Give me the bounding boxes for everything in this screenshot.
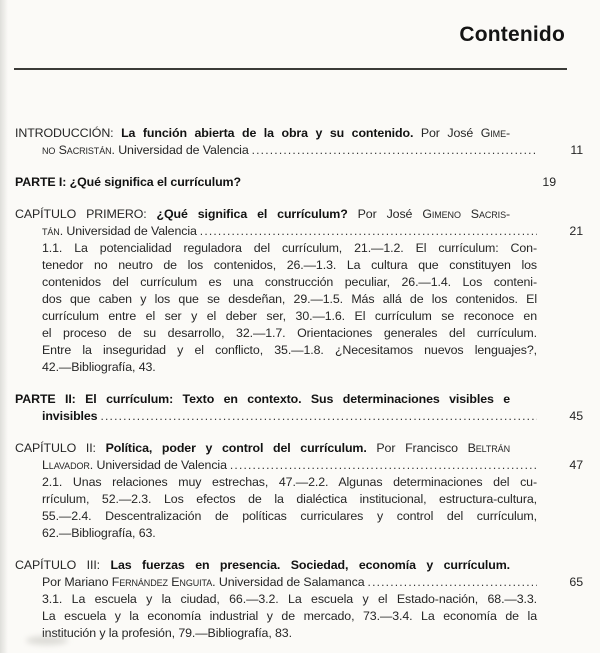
toc-line	[15, 359, 583, 376]
toc-line-text: La escuela y la economía industrial y de mercado, 73.—3.4. La economía de la	[42, 609, 537, 623]
dot-leader	[368, 574, 537, 591]
toc-line-text: PARTE II: El currículum: Texto en contexto. Sus determinaciones visibles e	[15, 392, 510, 406]
toc-line-text: Llavador. Universidad de Valencia	[42, 458, 227, 472]
toc-line	[15, 240, 583, 257]
toc-line-text: PARTE I: ¿Qué significa el currículum?	[15, 175, 241, 189]
toc-entry-capitulo-iii	[0, 557, 600, 642]
toc-line	[15, 223, 583, 240]
page-number: 11	[570, 143, 583, 157]
toc-line	[15, 625, 583, 642]
page-number: 47	[569, 458, 583, 472]
toc-entry-capitulo-primero	[0, 206, 600, 376]
dot-leader	[230, 457, 537, 474]
toc-line	[15, 574, 583, 591]
toc-entry-introduccion	[0, 125, 600, 159]
toc-line-text: Por Mariano Fernández Enguita. Universidad de Salamanca	[42, 575, 365, 589]
toc-line	[15, 257, 583, 274]
toc-entry-parte-i	[0, 174, 600, 191]
toc-line	[15, 125, 556, 142]
toc-line-text: 3.1. La escuela y la ciudad, 66.—3.2. La escuela y el Estado-nación, 68.—3.3.	[42, 592, 537, 606]
toc-line-text: invisibles	[42, 409, 98, 423]
toc-line	[15, 408, 583, 425]
toc-line-text: Entre la inseguridad y el conflicto, 35.—1.8. ¿Necesitamos nuevos lenguajes?,	[42, 343, 537, 357]
toc-line	[15, 274, 583, 291]
toc-line	[15, 525, 583, 542]
toc-line	[15, 142, 583, 159]
toc-line	[15, 608, 583, 625]
toc-line	[15, 440, 556, 457]
toc-line-text: no Sacristán. Universidad de Valencia	[42, 143, 249, 157]
toc-line-text: 1.1. La potencialidad reguladora del currículum, 21.—1.2. El currículum: Con-	[42, 241, 537, 255]
toc-line	[15, 325, 583, 342]
toc-entry-capitulo-ii	[0, 440, 600, 542]
scan-smudge	[26, 636, 68, 645]
toc-line-text: currículum entre el ser y el deber ser, 30.—1.6. El currículum se reconoce en	[42, 309, 537, 323]
toc-line-text: el proceso de su desarrollo, 32.—1.7. Orientaciones generales del currículum.	[42, 326, 537, 340]
toc-line-text: contenidos del currículum es una construcción peculiar, 26.—1.4. Los conteni-	[42, 275, 537, 289]
toc-line-text: CAPÍTULO II: Política, poder y control del currículum. Por Francisco Beltrán	[15, 441, 510, 455]
toc-line-text: institución y la profesión, 79.—Bibliografía, 83.	[42, 626, 292, 640]
toc-line-text: rrículum, 52.—2.3. Los efectos de la dialéctica institucional, estructura-cultura,	[42, 492, 537, 506]
toc-entry-parte-ii	[0, 391, 600, 425]
toc-line-text: tenedor no neutro de los contenidos, 26.—1.3. La cultura que constituyen los	[42, 258, 537, 272]
toc-line	[15, 457, 583, 474]
toc-line-text: 55.—2.4. Descentralización de políticas curriculares y control del currículum,	[42, 509, 537, 523]
toc-line	[15, 308, 583, 325]
toc	[0, 125, 600, 642]
toc-line	[15, 591, 583, 608]
toc-line	[15, 174, 556, 191]
toc-line	[15, 342, 583, 359]
page-number: 21	[569, 224, 583, 238]
page-number: 65	[569, 575, 583, 589]
toc-line	[15, 491, 583, 508]
page-number: 45	[569, 409, 583, 423]
toc-line-text: CAPÍTULO III: Las fuerzas en presencia. Sociedad, economía y currículum.	[15, 558, 510, 572]
toc-line-text: 62.—Bibliografía, 63.	[42, 526, 156, 540]
page-number: 19	[542, 175, 556, 189]
dot-leader	[100, 408, 537, 425]
toc-line-text: 2.1. Unas relaciones muy estrechas, 47.—2.2. Algunas determinaciones del cu-	[42, 475, 537, 489]
dot-leader	[252, 142, 537, 159]
toc-line-text: 42.—Bibliografía, 43.	[42, 360, 156, 374]
toc-line	[15, 508, 583, 525]
toc-line	[15, 206, 556, 223]
toc-line	[15, 391, 556, 408]
title-rule	[14, 68, 567, 70]
toc-line-text: CAPÍTULO PRIMERO: ¿Qué significa el currículum? Por José Gimeno Sacris-	[15, 207, 511, 221]
toc-line	[15, 557, 556, 574]
toc-line	[15, 291, 583, 308]
toc-line-text: dos que caben y los que se desdeñan, 29.—1.5. Más allá de los contenidos. El	[42, 292, 537, 306]
page-title: Contenido	[459, 23, 565, 46]
toc-line-text: INTRODUCCIÓN: La función abierta de la obra y su contenido. Por José Gime-	[15, 126, 510, 140]
toc-line	[15, 474, 583, 491]
dot-leader	[200, 223, 537, 240]
toc-line-text: tán. Universidad de Valencia	[42, 224, 197, 238]
